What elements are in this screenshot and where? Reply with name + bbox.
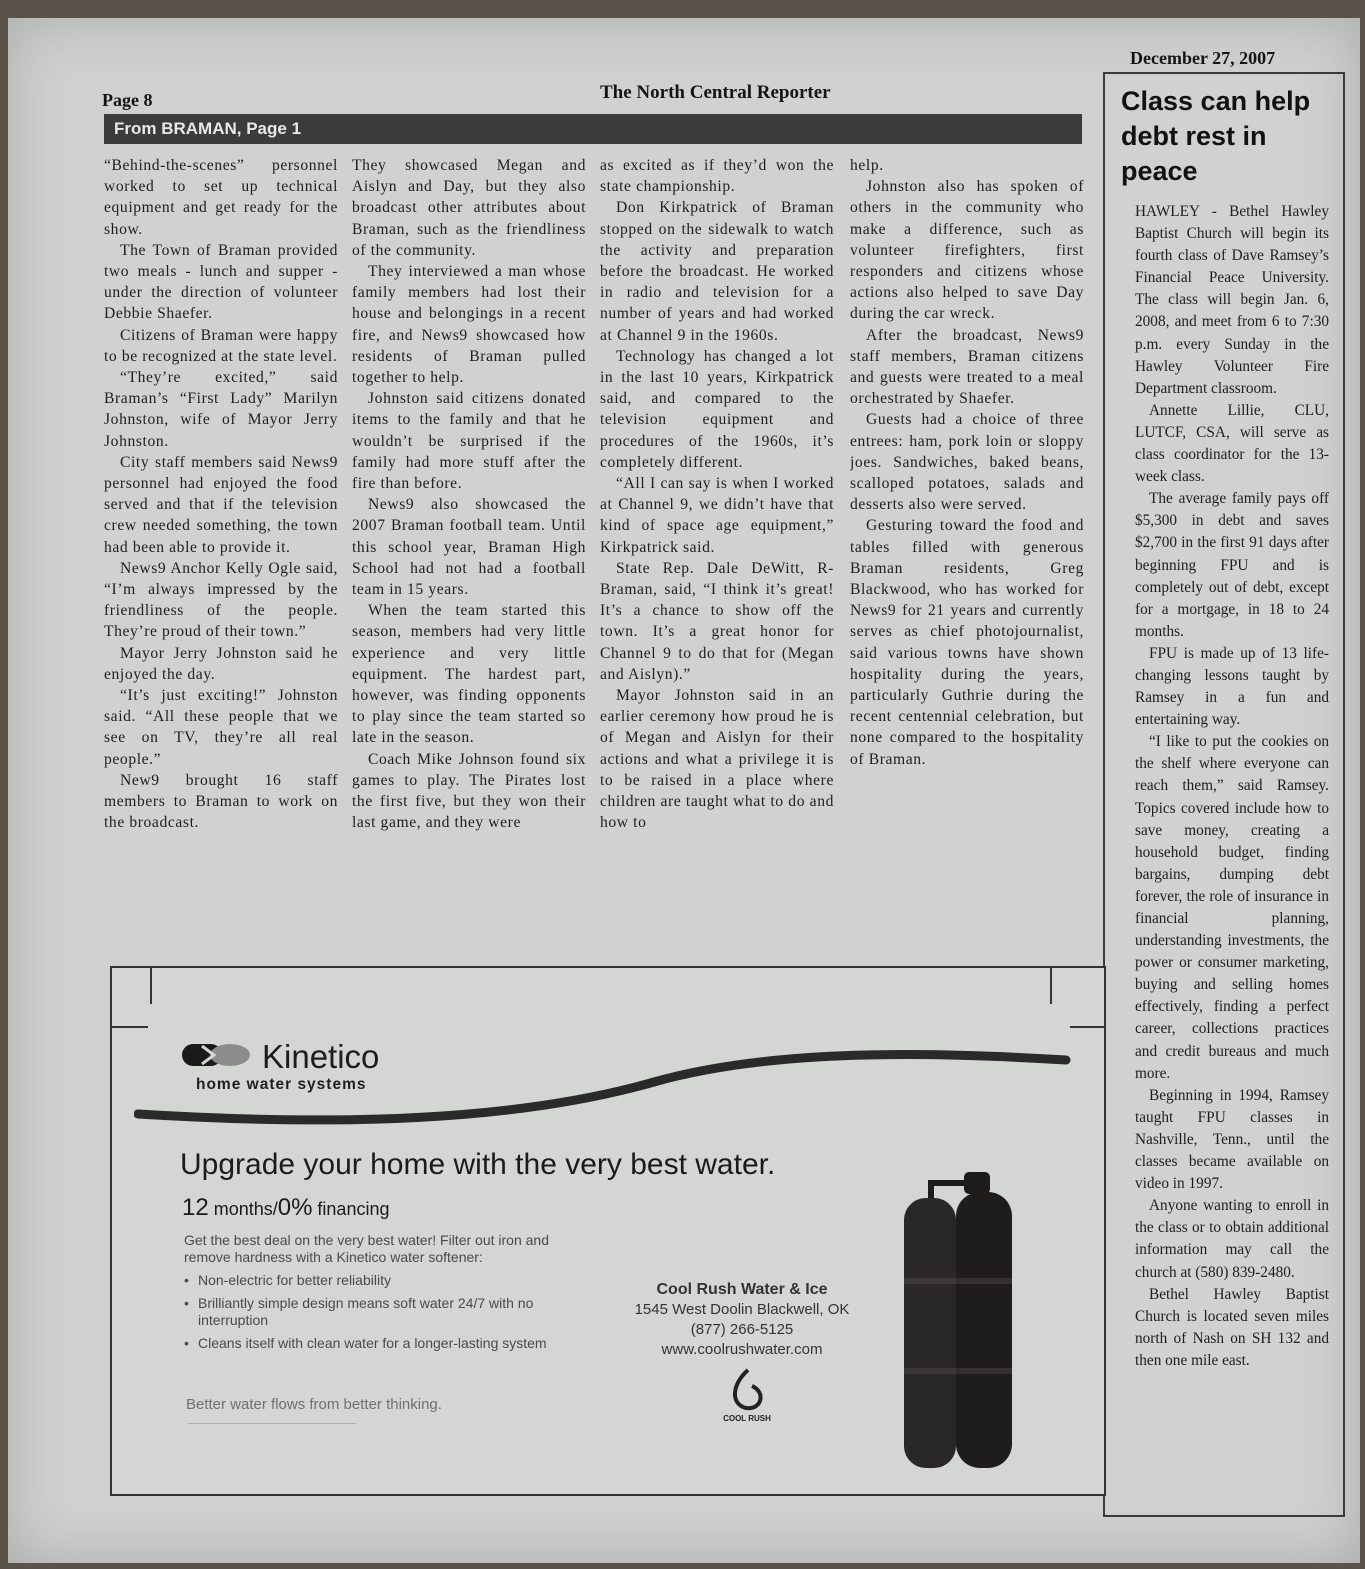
kinetico-advertisement	[110, 966, 1106, 1496]
article-paragraph: as excited as if they’d won the state championship.	[600, 157, 834, 196]
feature-list	[184, 1272, 574, 1352]
dealer-address: 1545 West Doolin Blackwell, OK	[634, 1301, 850, 1318]
page-number: Page 8	[102, 90, 153, 110]
ad-intro: Get the best deal on the very best water! Filter out iron and remove hardness with a Kinetico water softener:	[184, 1232, 549, 1265]
ad-copy	[184, 1232, 574, 1358]
article-paragraph: State Rep. Dale DeWitt, R-Braman, said, “I think it’s great! It’s a chance to show off the town. It’s a great honor for Channel 9 to do that for (Megan and Aislyn).”	[600, 559, 834, 683]
sidebar-paragraph: Anyone wanting to enroll in the class or to obtain additional information may call the church at (580) 839-2480.	[1135, 1197, 1329, 1281]
article-paragraph: When the team started this season, members had very little experience and very little equipment. The hardest part, however, was finding opponents to play since the team started so late in the season.	[352, 602, 586, 747]
continuation-banner: From BRAMAN, Page 1	[104, 114, 1082, 144]
article-paragraph: Johnston said citizens donated items to the family and that he wouldn’t be surprised if the family had more stuff after the fire than before.	[352, 390, 586, 493]
kinetico-logo-icon	[180, 1040, 254, 1070]
article-paragraph: The Town of Braman provided two meals - lunch and supper - under the direction of volunteer Debbie Shaefer.	[104, 241, 338, 323]
sidebar-paragraph: The average family pays off $5,300 in debt and saves $2,700 in the first 91 days after beginning FPU and is completely out of debt, except for a mortgage, in 18 to 24 months.	[1135, 490, 1329, 640]
sidebar-body	[1135, 201, 1329, 1372]
finance-label: financing	[312, 1199, 390, 1219]
water-softener-icon	[898, 1168, 1018, 1468]
crop-mark	[150, 968, 152, 1004]
sidebar-paragraph: Bethel Hawley Baptist Church is located seven miles north of Nash on SH 132 and then one mile east.	[1135, 1285, 1329, 1369]
sidebar-headline: Class can help debt rest in peace	[1121, 86, 1311, 186]
article-paragraph: “They’re excited,” said Braman’s “First Lady” Marilyn Johnston, wife of Mayor Jerry Johnston.	[104, 369, 338, 450]
dealer-website: www.coolrushwater.com	[661, 1341, 823, 1358]
dealer-phone: (877) 266-5125	[690, 1321, 794, 1338]
article-paragraph: Mayor Johnston said in an earlier ceremony how proud he is of Megan and Aislyn for their actions and what a privilege it is to be raised in a place where children are taught what to do and how to	[600, 687, 834, 832]
brand-tagline: home water systems	[196, 1076, 367, 1093]
ad-slogan: Better water flows from better thinking.	[186, 1396, 442, 1413]
article-paragraph: After the broadcast, News9 staff members, Braman citizens and guests were treated to a meal orchestrated by Shaefer.	[850, 326, 1084, 408]
sidebar-paragraph: “I like to put the cookies on the shelf where everyone can reach them,” said Ramsey. Topics covered include how to save money, creating a household budget, finding bargains, dumping debt forever, the role of insurance in financial planning, understanding investments, the power or consumer marketing, buying and selling homes effectively, finding a perfect career, collections practices and credit bureaus and much more.	[1135, 733, 1329, 1082]
article-paragraph: “Behind-the-scenes” personnel worked to set up technical equipment and get ready for the show.	[104, 157, 338, 238]
article-paragraph: help.	[850, 157, 884, 174]
fine-print: ————————————————————————	[188, 1420, 356, 1427]
finance-months-label: months/	[208, 1199, 278, 1219]
masthead: The North Central Reporter	[600, 82, 831, 103]
article-paragraph: Guests had a choice of three entrees: ham, pork loin or sloppy joes. Sandwiches, baked beans, scalloped potatoes, salads and desserts also were served.	[850, 411, 1084, 514]
crop-mark	[1070, 1026, 1106, 1028]
article-paragraph: Gesturing toward the food and tables filled with generous Braman residents, Greg Blackwood, who has worked for News9 for 21 years and currently serves as chief photojournalist, said various towns have shown hospitality during the years, particularly Guthrie during the recent centennial celebration, but none compared to the hospitality of Braman.	[850, 517, 1084, 768]
article-column-2	[352, 155, 586, 955]
article-paragraph: They showcased Megan and Aislyn and Day, but they also broadcast other attributes about Braman, such as the friendliness of the community.	[352, 157, 586, 259]
feature-item: • Cleans itself with clean water for a longer-lasting system	[184, 1335, 574, 1352]
article-paragraph: New9 brought 16 staff members to Braman to work on the broadcast.	[104, 771, 338, 832]
article-paragraph: Mayor Jerry Johnston said he enjoyed the day.	[104, 644, 338, 683]
cool-rush-logo-icon	[712, 1364, 782, 1424]
dealer-info	[592, 1280, 892, 1360]
finance-months-number: 12	[182, 1194, 209, 1221]
article-paragraph: News9 also showcased the 2007 Braman football team. Until this school year, Braman High School had not had a football team in 15 years.	[352, 496, 586, 599]
article-paragraph: “All I can say is when I worked at Channel 9, we didn’t have that kind of space age equipment,” Kirkpatrick said.	[600, 475, 834, 556]
article-column-3	[600, 155, 834, 955]
article-paragraph: Technology has changed a lot in the last 10 years, Kirkpatrick said, and compared to the television equipment and procedures of the 1960s, it’s completely different.	[600, 347, 834, 471]
article-paragraph: They interviewed a man whose family members had lost their house and belongings in a recent fire, and News9 showcased how residents of Braman pulled together to help.	[352, 263, 586, 387]
sidebar-paragraph: Beginning in 1994, Ramsey taught FPU classes in Nashville, Tenn., until the classes became available on video in 1997.	[1135, 1086, 1329, 1193]
article-paragraph: Citizens of Braman were happy to be recognized at the state level.	[104, 326, 338, 365]
article-column-4	[850, 155, 1084, 955]
feature-item: • Brilliantly simple design means soft water 24/7 with no interruption	[184, 1295, 574, 1329]
article-paragraph: City staff members said News9 personnel had enjoyed the food served and that if the television crew needed something, the town had been able to provide it.	[104, 453, 338, 556]
crop-mark	[1050, 968, 1052, 1004]
sidebar-paragraph: Annette Lillie, CLU, LUTCF, CSA, will serve as class coordinator for the 13-week class.	[1135, 401, 1329, 486]
article-paragraph: Don Kirkpatrick of Braman stopped on the sidewalk to watch the activity and preparation before the broadcast. He worked in radio and television for a number of years and had worked at Channel 9 in the 1960s.	[600, 199, 834, 344]
sidebar-paragraph: FPU is made up of 13 life-changing lessons taught by Ramsey in a fun and entertaining way.	[1135, 644, 1329, 729]
cool-rush-logo-text: COOL RUSH	[723, 1414, 771, 1423]
feature-item: • Non-electric for better reliability	[184, 1272, 574, 1289]
financing-offer	[182, 1194, 389, 1222]
dealer-name: Cool Rush Water & Ice	[656, 1281, 828, 1298]
article-paragraph: News9 Anchor Kelly Ogle said, “I’m always impressed by the friendliness of the people. They’re proud of their town.”	[104, 559, 338, 641]
article-column-1	[104, 155, 338, 955]
crop-mark	[112, 1026, 148, 1028]
article-paragraph: Johnston also has spoken of others in the community who make a difference, such as volunteer firefighters, first responders and citizens whose actions also helped to save Day during the car wreck.	[850, 178, 1084, 323]
ad-headline: Upgrade your home with the very best water.	[180, 1148, 776, 1181]
sidebar-story	[1103, 72, 1345, 1517]
issue-date: December 27, 2007	[1130, 48, 1276, 68]
brand-name: Kinetico	[262, 1038, 380, 1075]
finance-rate: 0%	[277, 1194, 313, 1221]
sidebar-paragraph: HAWLEY - Bethel Hawley Baptist Church will begin its fourth class of Dave Ramsey’s Financial Peace University. The class will begin Jan. 6, 2008, and meet from 6 to 7:30 p.m. every Sunday in the Hawley Volunteer Fire Department classroom.	[1135, 203, 1329, 397]
article-paragraph: “It’s just exciting!” Johnston said. “All these people that we see on TV, they’re all real people.”	[104, 687, 338, 768]
article-paragraph: Coach Mike Johnson found six games to play. The Pirates lost the first five, but they won their last game, and they were	[352, 750, 586, 832]
